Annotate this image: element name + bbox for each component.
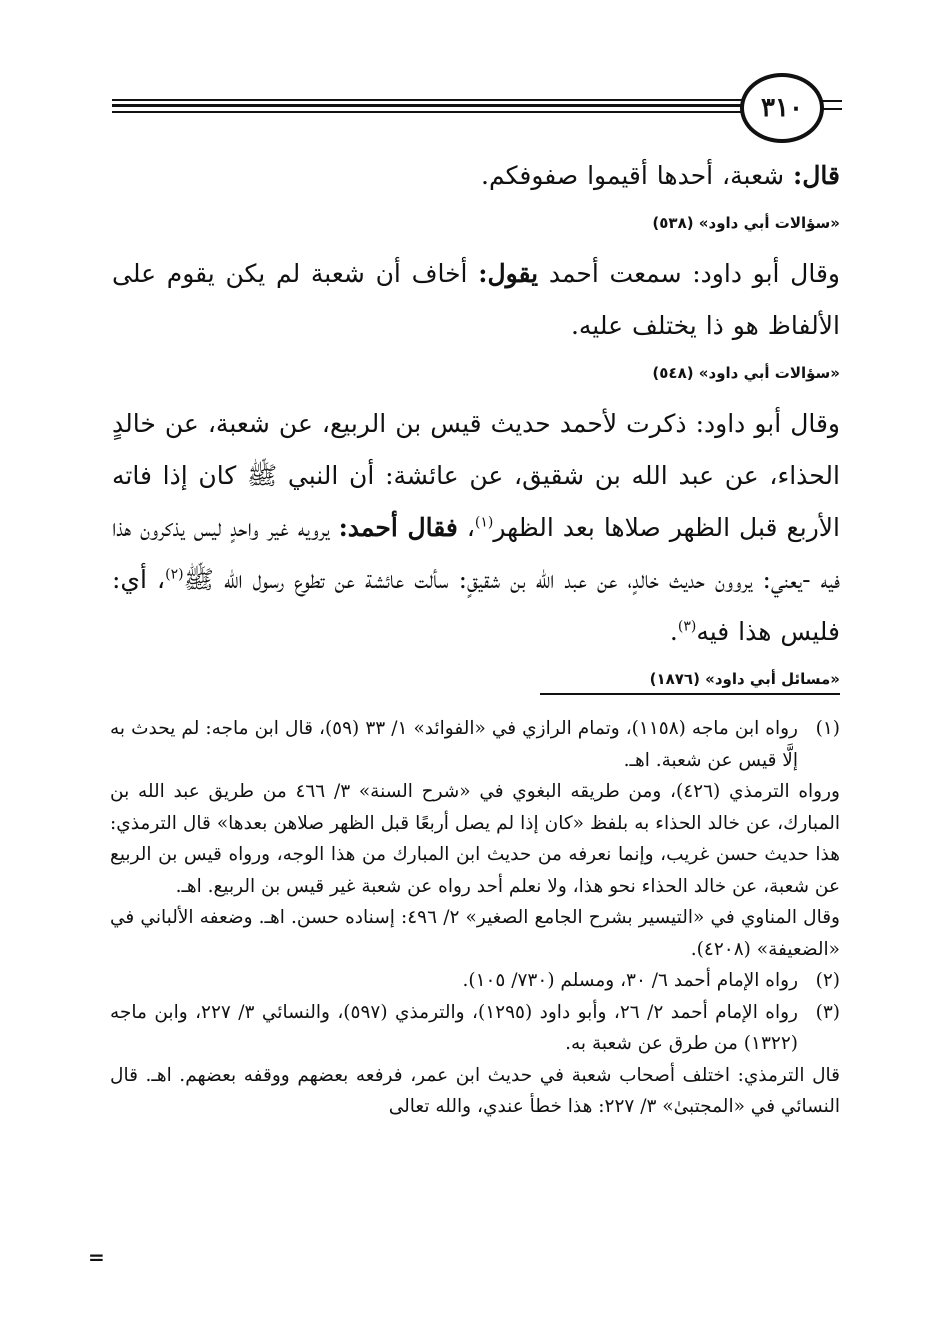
footnote-text: رواه الإمام أحمد ٦/ ٣٠، ومسلم (٧٣٠/ ١٠٥). <box>462 970 798 991</box>
paragraph <box>112 398 840 658</box>
paragraph-text: وقال أبو داود: ذكرت لأحمد حديث قيس بن الربيع، عن شعبة، عن خالدٍ الحذاء، عن عبد الله بن شقيق، عن عائشة: أن النبي ﷺ كان إذا فاته الأربع قبل الظهر صلاها بعد الظهر <box>112 409 840 542</box>
footnote-number: (١) <box>815 718 840 739</box>
continuation-mark: = <box>88 1245 105 1269</box>
source-citation: «سؤالات أبي داود» (٥٣٨) <box>652 214 840 232</box>
source-citation: «سؤالات أبي داود» (٥٤٨) <box>652 364 840 382</box>
paragraph-text: ، أي: فليس هذا فيه <box>112 565 840 646</box>
page-number: ٣١٠ <box>761 93 803 123</box>
source-citation: «مسائل أبي داود» (١٨٧٦) <box>649 670 840 688</box>
footnote-text: ورواه الترمذي (٤٢٦)، ومن طريقه البغوي في «شرح السنة» ٣/ ٤٦٦ من طريق عبد الله بن المبارك، عن خالد الحذاء به بلفظ «كان إذا لم يصل أربعًا قبل الظهر صلاهن بعدها» قال الترمذي: هذا حديث حسن غريب، وإنما نعرفه من حديث ابن المبارك من هذا الوجه، ورواه قيس بن الربيع عن شعبة، عن خالد الحذاء نحو هذا، ولا نعلم أحد رواه عن شعبة غير قيس بن الربيع. اهـ. <box>110 781 840 897</box>
footnote <box>110 713 840 776</box>
paragraph <box>112 248 840 352</box>
header-rule <box>112 111 752 113</box>
paragraph-text: شعبة، أحدها أقيموا صفوفكم. <box>481 161 794 190</box>
footnote-text: قال الترمذي: اختلف أصحاب شعبة في حديث ابن عمر، فرفعه بعضهم ووقفه بعضهم. اهـ. قال النسائي في «المجتبىٰ» ٣/ ٢٢٧: هذا خطأ عندي، والله تعالى <box>110 1064 840 1117</box>
paragraph-text: يرويه غير واحدٍ ليس يذكرون هذا فيه -يعني: يروون حديث خالدٍ، عن عبد الله بن شقيقٍ: سألت عائشة عن تطوع رسول الله ﷺ <box>112 513 840 594</box>
paragraph-text: ، <box>457 513 475 542</box>
header-rule <box>112 99 752 101</box>
main-text <box>112 150 840 704</box>
footnote-ref[interactable]: (١) <box>474 514 494 531</box>
paragraph-text: أخاف أن شعبة لم يكن يقوم على الألفاظ هو ذا يختلف عليه. <box>112 259 840 340</box>
paragraph-text: وقال أبو داود: سمعت أحمد <box>538 259 840 288</box>
footnote-ref[interactable]: (٣) <box>677 618 697 635</box>
speaker-lead: قال: <box>793 161 840 190</box>
speaker-lead: فقال أحمد: <box>338 513 458 542</box>
footnote-number: (٢) <box>815 970 840 991</box>
footnote-text: رواه الإمام أحمد ٢/ ٢٦، وأبو داود (١٢٩٥)، والترمذي (٥٩٧)، والنسائي ٣/ ٢٢٧، وابن ماجه (١٣٢٢) من طرق عن شعبة به. <box>110 1001 798 1054</box>
footnote <box>110 997 840 1060</box>
speaker-lead: يقول: <box>478 259 539 288</box>
footnote <box>110 965 840 997</box>
footnote-ref[interactable]: (٢) <box>165 566 184 583</box>
footnote-text: رواه ابن ماجه (١١٥٨)، وتمام الرازي في «الفوائد» ١/ ٣٣ (٥٩)، قال ابن ماجه: لم يحدث به إلَّا قيس عن شعبة. اهـ. <box>110 718 798 771</box>
footnote-number: (٣) <box>815 1001 840 1023</box>
header-rule <box>112 104 752 107</box>
page-number-badge <box>740 73 824 143</box>
footnote-separator <box>540 693 840 695</box>
paragraph-text: . <box>669 617 678 646</box>
paragraph <box>112 150 840 202</box>
footnote-text: وقال المناوي في «التيسير بشرح الجامع الصغير» ٢/ ٤٩٦: إسناده حسن. اهـ. وضعفه الألباني في «الضعيفة» (٤٢٠٨). <box>110 907 840 960</box>
footnotes <box>110 713 840 1123</box>
